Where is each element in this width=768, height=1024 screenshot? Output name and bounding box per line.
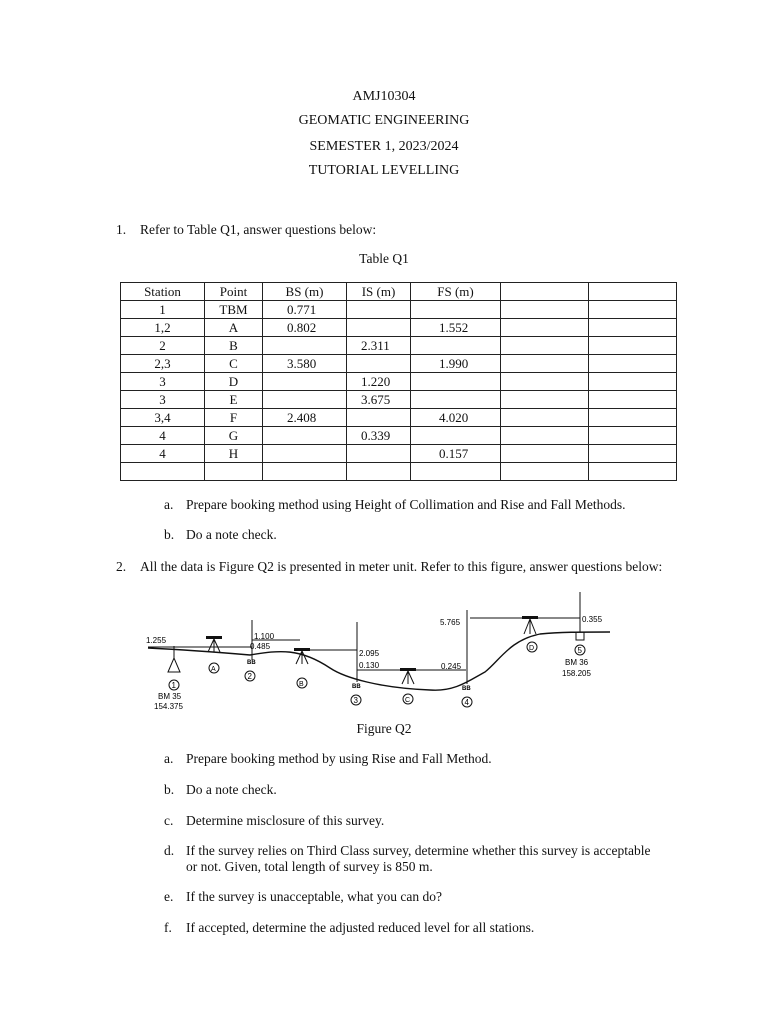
q2d-label: d. (164, 843, 175, 858)
cell (411, 427, 501, 445)
cell: 2.311 (347, 337, 411, 355)
cell (589, 409, 677, 427)
cell: 0.339 (347, 427, 411, 445)
staff-marker: BB (352, 684, 361, 690)
cell: 3.675 (347, 391, 411, 409)
table-row (121, 355, 677, 373)
col-header (589, 283, 677, 301)
benchmark-icon (168, 658, 180, 672)
q2b-text: Do a note check. (186, 782, 277, 797)
q2d-text: If the survey relies on Third Class survey, determine whether this survey is acceptable (186, 843, 651, 858)
cell: 2,3 (121, 355, 205, 373)
cell (411, 301, 501, 319)
q1a-text: Prepare booking method using Height of Collimation and Rise and Fall Methods. (186, 497, 626, 512)
col-header: Point (205, 283, 263, 301)
col-header (501, 283, 589, 301)
table-q1 (120, 282, 677, 481)
cell (589, 427, 677, 445)
benchmark-icon (576, 632, 584, 640)
cell (501, 445, 589, 463)
cell (121, 463, 205, 481)
staff-reading: 0.130 (359, 661, 380, 670)
point-label: D (529, 645, 535, 652)
table-row (121, 463, 677, 481)
cell: 0.802 (263, 319, 347, 337)
cell (263, 337, 347, 355)
cell: F (205, 409, 263, 427)
cell (411, 373, 501, 391)
cell (589, 337, 677, 355)
table-row (121, 445, 677, 463)
course-title: GEOMATIC ENGINEERING (298, 113, 470, 128)
point-label: C (405, 697, 411, 704)
table-header-row (121, 283, 677, 301)
bm-value: 158.205 (562, 669, 591, 678)
cell: 1.220 (347, 373, 411, 391)
cell: 2 (121, 337, 205, 355)
cell (501, 337, 589, 355)
cell (589, 319, 677, 337)
table-row (121, 373, 677, 391)
level-instrument-icon (522, 616, 538, 634)
semester-text: SEMESTER 1, 2023/2024 (309, 139, 459, 154)
q1-number: 1. (116, 222, 127, 237)
cell (263, 391, 347, 409)
cell (589, 355, 677, 373)
cell (347, 301, 411, 319)
bm-name: BM 35 (158, 692, 182, 701)
point-label: B (299, 681, 304, 688)
course-code: AMJ10304 (352, 89, 416, 104)
table-row (121, 319, 677, 337)
cell (501, 355, 589, 373)
staff-reading: 0.245 (441, 662, 462, 671)
cell (501, 463, 589, 481)
cell (501, 319, 589, 337)
level-instrument-icon (206, 636, 222, 652)
cell (589, 391, 677, 409)
cell: H (205, 445, 263, 463)
staff-marker: BB (247, 660, 256, 666)
cell: 3 (121, 373, 205, 391)
q2f-text: If accepted, determine the adjusted reduced level for all stations. (186, 920, 535, 935)
staff-marker: BB (462, 686, 471, 692)
cell: 4 (121, 445, 205, 463)
cell (263, 427, 347, 445)
q2f-label: f. (164, 920, 172, 935)
cell (347, 463, 411, 481)
staff-reading: 1.100 (254, 632, 275, 641)
staff-reading: 1.255 (146, 636, 167, 645)
q2-number: 2. (116, 559, 127, 574)
q2-text: All the data is Figure Q2 is presented in meter unit. Refer to this figure, answer questions below: (140, 559, 663, 574)
col-header: IS (m) (347, 283, 411, 301)
cell: 3.580 (263, 355, 347, 373)
cell: 1,2 (121, 319, 205, 337)
cell (501, 301, 589, 319)
q2b-label: b. (164, 782, 175, 797)
cell: 3,4 (121, 409, 205, 427)
cell (589, 463, 677, 481)
q2e-label: e. (164, 889, 174, 904)
staff-reading: 0.355 (582, 615, 603, 624)
levelling-profile-figure (140, 586, 620, 714)
q2a-text: Prepare booking method by using Rise and Fall Method. (186, 751, 492, 766)
staff-reading: 2.095 (359, 649, 380, 658)
cell: 4.020 (411, 409, 501, 427)
station-label: 1 (171, 681, 176, 690)
bm-value: 154.375 (154, 702, 183, 711)
cell (411, 391, 501, 409)
station-label: 2 (247, 672, 252, 681)
tutorial-title: TUTORIAL LEVELLING (308, 163, 460, 178)
q1b-text: Do a note check. (186, 527, 277, 542)
q1b-label: b. (164, 527, 175, 542)
cell (589, 445, 677, 463)
cell: B (205, 337, 263, 355)
cell (589, 301, 677, 319)
cell (347, 445, 411, 463)
cell: E (205, 391, 263, 409)
table-row (121, 409, 677, 427)
col-header: FS (m) (411, 283, 501, 301)
table-row (121, 391, 677, 409)
col-header: Station (121, 283, 205, 301)
level-instrument-icon (400, 668, 416, 684)
cell: 0.157 (411, 445, 501, 463)
table-row (121, 337, 677, 355)
cell (347, 319, 411, 337)
table-row (121, 427, 677, 445)
q2c-label: c. (164, 813, 174, 828)
q2c-text: Determine misclosure of this survey. (186, 813, 385, 828)
cell (347, 355, 411, 373)
station-label: 5 (577, 646, 582, 655)
cell (501, 409, 589, 427)
cell: 1.990 (411, 355, 501, 373)
cell (263, 463, 347, 481)
cell: 1.552 (411, 319, 501, 337)
cell: A (205, 319, 263, 337)
cell: TBM (205, 301, 263, 319)
table-q1-title: Table Q1 (359, 251, 409, 266)
cell: D (205, 373, 263, 391)
cell: 3 (121, 391, 205, 409)
q1-text: Refer to Table Q1, answer questions below: (140, 222, 377, 237)
cell (411, 463, 501, 481)
q2a-label: a. (164, 751, 174, 766)
q2d-text-cont: or not. Given, total length of survey is 850 m. (186, 859, 433, 874)
staff-reading: 0.485 (250, 642, 271, 651)
station-label: 4 (464, 698, 469, 707)
station-label: 3 (353, 696, 358, 705)
staff-reading: 5.765 (440, 618, 461, 627)
point-label: A (211, 666, 216, 673)
cell (501, 391, 589, 409)
cell: C (205, 355, 263, 373)
cell: 4 (121, 427, 205, 445)
cell (501, 427, 589, 445)
cell: 1 (121, 301, 205, 319)
q2e-text: If the survey is unacceptable, what you can do? (186, 889, 443, 904)
cell (411, 337, 501, 355)
cell: 0.771 (263, 301, 347, 319)
cell: G (205, 427, 263, 445)
cell (263, 445, 347, 463)
col-header: BS (m) (263, 283, 347, 301)
bm-name: BM 36 (565, 658, 589, 667)
figure-q2-caption: Figure Q2 (356, 721, 412, 736)
cell (501, 373, 589, 391)
cell (205, 463, 263, 481)
cell (347, 409, 411, 427)
q1a-label: a. (164, 497, 174, 512)
cell (263, 373, 347, 391)
cell: 2.408 (263, 409, 347, 427)
table-row (121, 301, 677, 319)
cell (589, 373, 677, 391)
